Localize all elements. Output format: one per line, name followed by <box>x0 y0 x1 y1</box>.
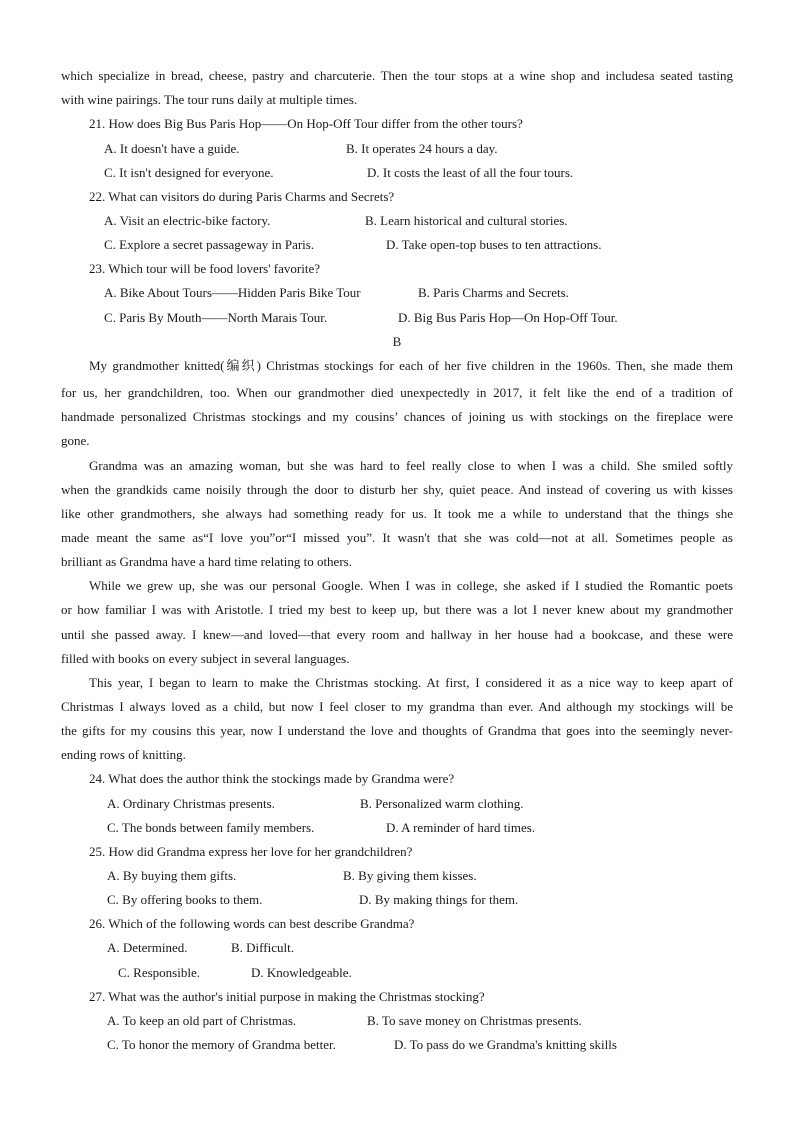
option-c: C. To honor the memory of Grandma better. <box>107 1037 336 1052</box>
paragraph-line: when the grandkids came noisily through the door to disturb her shy, quiet peace. And instead of covering us with kisses <box>61 482 733 497</box>
paragraph-line: This year, I began to learn to make the Christmas stocking. At first, I considered it as a nice way to keep apart of <box>89 675 733 690</box>
option-c: C. The bonds between family members. <box>107 820 315 835</box>
option-d: D. Big Bus Paris Hop—On Hop-Off Tour. <box>398 310 618 325</box>
paragraph-line: While we grew up, she was our personal Google. When I was in college, she asked if I studied the Romantic poets <box>89 578 733 593</box>
question-stem: 24. What does the author think the stockings made by Grandma were? <box>89 771 455 786</box>
option-c: C. Responsible. <box>118 965 200 980</box>
option-d: D. To pass do we Grandma's knitting skills <box>394 1037 617 1052</box>
paragraph-line: gone. <box>61 433 90 448</box>
option-b: B. Personalized warm clothing. <box>360 796 524 811</box>
option-b: B. It operates 24 hours a day. <box>346 141 498 156</box>
section-heading: B <box>392 334 402 349</box>
paragraph-line: My grandmother knitted(编织) Christmas stockings for each of her five children in the 1960s. Then, she made them <box>89 358 733 373</box>
paragraph-line: for us, her grandchildren, too. When our grandmother died unexpectedly in 2017, it felt like the end of a tradition of <box>61 385 733 400</box>
option-c: C. By offering books to them. <box>107 892 263 907</box>
option-b: B. Difficult. <box>231 940 294 955</box>
option-a: A. Determined. <box>107 940 188 955</box>
question-stem: 26. Which of the following words can best describe Grandma? <box>89 916 415 931</box>
option-d: D. Take open-top buses to ten attractions. <box>386 237 602 252</box>
paragraph-line: made meant the same as“I love you”or“I missed you”. It wasn't that she was cold—not at all. Sometimes people as <box>61 530 733 545</box>
option-c: C. Explore a secret passageway in Paris. <box>104 237 315 252</box>
question-stem: 21. How does Big Bus Paris Hop——On Hop-Off Tour differ from the other tours? <box>89 116 523 131</box>
paragraph-line: brilliant as Grandma have a hard time relating to others. <box>61 554 352 569</box>
question-stem: 25. How did Grandma express her love for her grandchildren? <box>89 844 413 859</box>
option-a: A. Visit an electric-bike factory. <box>104 213 271 228</box>
paragraph-line: the gifts for my cousins this year, now I understand the love and thoughts of Grandma that goes into the seemingly never- <box>61 723 733 738</box>
option-d: D. Knowledgeable. <box>251 965 352 980</box>
paragraph-line: ending rows of knitting. <box>61 747 186 762</box>
question-stem: 23. Which tour will be food lovers' favorite? <box>89 261 320 276</box>
option-a: A. Bike About Tours——Hidden Paris Bike Tour <box>104 285 361 300</box>
paragraph-line: Grandma was an amazing woman, but she was hard to feel really close to when I was a child. She smiled softly <box>89 458 733 473</box>
paragraph-line: Christmas I always loved as a child, but now I feel closer to my grandma than ever. And although my stockings will be <box>61 699 733 714</box>
option-a: A. To keep an old part of Christmas. <box>107 1013 297 1028</box>
option-b: B. To save money on Christmas presents. <box>367 1013 582 1028</box>
option-c: C. Paris By Mouth——North Marais Tour. <box>104 310 328 325</box>
option-d: D. A reminder of hard times. <box>386 820 536 835</box>
option-d: D. It costs the least of all the four tours. <box>367 165 574 180</box>
paragraph-line: like other grandmothers, she always had something ready for us. It took me a while to understand that the things she <box>61 506 733 521</box>
option-a: A. It doesn't have a guide. <box>104 141 240 156</box>
paragraph-line: handmade personalized Christmas stockings and my cousins’ chances of joining us with stockings on the fireplace were <box>61 409 733 424</box>
option-a: A. By buying them gifts. <box>107 868 237 883</box>
option-b: B. Learn historical and cultural stories. <box>365 213 568 228</box>
option-b: B. By giving them kisses. <box>343 868 477 883</box>
option-b: B. Paris Charms and Secrets. <box>418 285 569 300</box>
question-stem: 27. What was the author's initial purpose in making the Christmas stocking? <box>89 989 485 1004</box>
option-d: D. By making things for them. <box>359 892 519 907</box>
option-a: A. Ordinary Christmas presents. <box>107 796 275 811</box>
question-stem: 22. What can visitors do during Paris Charms and Secrets? <box>89 189 395 204</box>
paragraph-line: or how familiar I was with Aristotle. I tried my best to keep up, but there was a lot I never knew about my grandmother <box>61 602 733 617</box>
passage-a-line: with wine pairings. The tour runs daily at multiple times. <box>61 92 358 107</box>
paragraph-line: filled with books on every subject in several languages. <box>61 651 350 666</box>
passage-a-line: which specialize in bread, cheese, pastry and charcuterie. Then the tour stops at a wine shop and includesa seated tasting <box>61 68 733 83</box>
option-c: C. It isn't designed for everyone. <box>104 165 274 180</box>
paragraph-line: until she passed away. I knew—and loved—that every room and hallway in her house had a bookcase, and these were <box>61 627 733 642</box>
